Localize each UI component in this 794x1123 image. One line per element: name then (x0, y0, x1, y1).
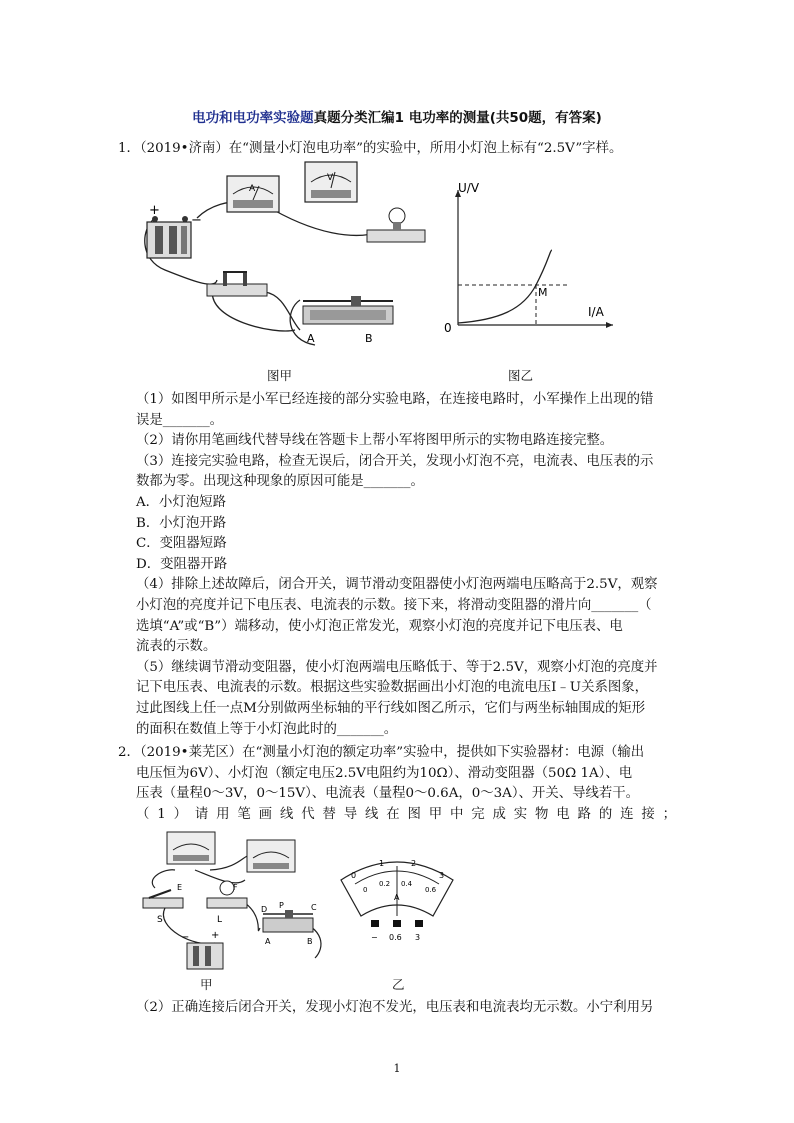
q2-fig-yi-caption: 乙 (392, 977, 405, 992)
q1-line: 的面积在数值上等于小灯泡此时的_______。 (136, 721, 398, 737)
q1-fig-yi-caption: 图乙 (508, 368, 534, 383)
q2-bulb-icon (207, 898, 247, 908)
graph-origin: 0 (444, 321, 452, 335)
meter-terminal-minus: − (371, 933, 378, 942)
q2-part2-line: （2）正确连接后闭合开关，发现小灯泡不发光，电压表和电流表均无示数。小宁利用另 (136, 1000, 654, 1015)
meter-inner-06: 0.6 (425, 886, 437, 894)
title-blue-part: 电功和电功率实验题 (192, 110, 314, 126)
q1-fig-jia-caption: 图甲 (267, 368, 293, 383)
meter-outer-3: 3 (439, 871, 445, 880)
meter-outer-2: 2 (411, 859, 417, 868)
q1-line: 过此图线上任一点M分别做两坐标轴的平行线如图乙所示，它们与两坐标轴围成的矩形 (136, 701, 646, 716)
switch-icon (207, 272, 267, 296)
q2-label-c: C (311, 903, 317, 912)
meter-inner-0: 0 (363, 886, 368, 894)
q2-label-s: S (157, 915, 163, 925)
meter-inner-02: 0.2 (379, 880, 391, 888)
q1-line: B．小灯泡开路 (136, 515, 227, 531)
battery-minus-label: − (191, 213, 202, 228)
q2-label-b: B (307, 937, 313, 946)
q1-line: （3）连接完实验电路，检查无误后，闭合开关，发现小灯泡不亮，电流表、电压表的示 (136, 453, 654, 469)
q2-line: 压表（量程0～3V，0～15V）、电流表（量程0～0.6A，0～3A）、开关、导线若干。 (136, 786, 640, 802)
battery-plus-label: + (149, 203, 160, 218)
q2-label-a: A (265, 937, 271, 946)
q1-line: 选填“A”或“B”）端移动，使小灯泡正常发光，观察小灯泡的亮度并记下电压表、电 (136, 618, 623, 634)
q2-line: （1）请用笔画线代替导线在图甲中完成实物电路的连接； (136, 806, 676, 822)
q2-label-f: F (233, 883, 238, 892)
q1-line: 误是_______。 (136, 412, 224, 428)
title-black-part: 真题分类汇编1 电功率的测量(共50题，有答案) (313, 110, 602, 126)
q2-figure-meter (337, 850, 457, 950)
q2-fig-jia-caption: 甲 (200, 977, 213, 992)
ammeter-icon (227, 176, 279, 212)
q1-figure-graph (438, 180, 618, 340)
q2-label-d: D (261, 905, 268, 914)
q1-line: C．变阻器短路 (136, 536, 227, 552)
q1-line: 记下电压表、电流表的示数。根据这些实验数据画出小灯泡的电流电压I﹣U关系图象， (136, 680, 649, 696)
q1-line: D．变阻器开路 (136, 556, 228, 572)
rheostat-icon (303, 296, 393, 324)
q2-label-l: L (217, 915, 223, 925)
battery-icon (147, 216, 191, 258)
q2-battery-plus: + (211, 930, 220, 941)
meter-terminal-06: 0.6 (389, 933, 402, 942)
q1-line: （4）排除上述故障后，闭合开关，调节滑动变阻器使小灯泡两端电压略高于2.5V，观察 (136, 577, 658, 593)
graph-point-m: M (538, 286, 548, 299)
voltmeter-letter: V (327, 173, 334, 183)
q1-line: 流表的示数。 (136, 639, 217, 655)
ammeter-letter: A (249, 184, 256, 194)
q2-label-e: E (177, 883, 183, 892)
bulb-icon (367, 208, 425, 242)
rheostat-terminal-b: B (365, 332, 373, 345)
q1-line: （2）请你用笔画线代替导线在答题卡上帮小军将图甲所示的实物电路连接完整。 (136, 433, 614, 449)
meter-unit: A (394, 893, 400, 902)
graph-x-label: I/A (588, 305, 604, 319)
q2-rheostat-icon (263, 918, 313, 932)
page-title (0, 106, 794, 126)
meter-terminal-3: 3 (415, 933, 421, 942)
q1-line: （1）如图甲所示是小军已经连接的部分实验电路，在连接电路时，小军操作上出现的错 (136, 392, 654, 407)
q2-line: 电压恒为6V）、小灯泡（额定电压2.5V电阻约为10Ω）、滑动变阻器（50Ω 1A）、电 (136, 765, 633, 781)
q1-line: （5）继续调节滑动变阻器，使小灯泡两端电压略低于、等于2.5V，观察小灯泡的亮度并 (136, 659, 658, 675)
meter-outer-0: 0 (351, 871, 357, 880)
page-number: 1 (393, 1062, 401, 1075)
q1-figure-circuit (135, 160, 435, 360)
meter-inner-04: 0.4 (401, 880, 413, 888)
q2-label-p: P (279, 901, 284, 910)
q1-line: 小灯泡的亮度并记下电压表、电流表的示数。接下来，将滑动变阻器的滑片向_______（ (136, 598, 652, 613)
rheostat-terminal-a: A (307, 332, 315, 345)
q2-line: 2．（2019•莱芜区）在“测量小灯泡的额定功率”实验中，提供如下实验器材：电源（输出 (118, 745, 645, 760)
graph-y-label: U/V (458, 181, 480, 195)
q1-line: A．小灯泡短路 (136, 495, 227, 510)
meter-outer-1: 1 (379, 859, 385, 868)
q2-battery-minus: − (181, 932, 190, 943)
q2-switch-icon (143, 898, 183, 908)
q2-figure-circuit (135, 828, 335, 978)
q1-stem: 1．（2019•济南）在“测量小灯泡电功率”的实验中，所用小灯泡上标有“2.5V”字样。 (118, 141, 623, 156)
q1-line: 数都为零。出现这种现象的原因可能是_______。 (136, 474, 424, 490)
